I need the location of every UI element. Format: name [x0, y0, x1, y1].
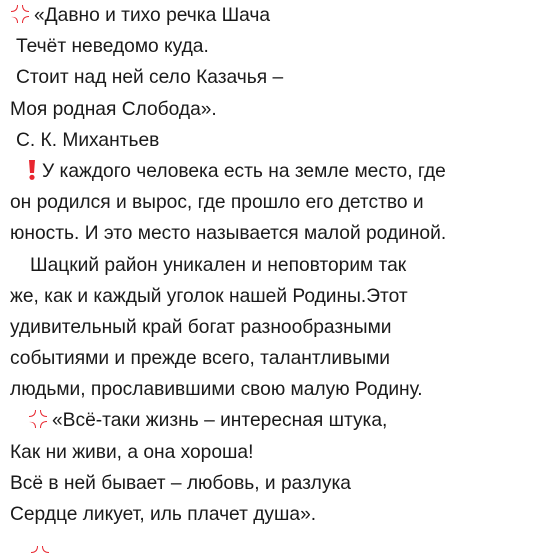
post-line: Шацкий район уникален и неповторим так	[30, 254, 407, 276]
post-line: удивительный край богат разнообразными	[10, 316, 392, 338]
post-line	[10, 0, 546, 31]
post-line: Всё в ней бывает – любовь, и разлука	[10, 472, 351, 494]
post-line: людьми, прославившими свою малую Родину.	[10, 379, 423, 401]
post-line-text: «Всё-таки жизнь – интересная штука,	[52, 410, 388, 432]
post-text	[10, 0, 546, 530]
post-line: Как ни живи, а она хороша!	[10, 441, 254, 463]
post-line: С. К. Михантьев	[16, 129, 160, 151]
post-line: он родился и вырос, где прошло его детство и	[10, 192, 424, 214]
post-line	[10, 405, 546, 436]
post-line: Течёт неведомо куда.	[16, 36, 209, 58]
exclamation-icon	[26, 159, 38, 190]
post-line	[10, 156, 546, 187]
post-line: Моя родная Слобода».	[10, 98, 217, 120]
post-line-text: «Давно и тихо речка Шача	[34, 5, 271, 26]
anger-symbol-icon	[10, 3, 30, 34]
post-line: событиями и прежде всего, талантливыми	[10, 348, 391, 370]
anger-symbol-icon	[30, 540, 50, 558]
post-line: Стоит над ней село Казачья –	[16, 67, 284, 89]
post-line-text: У каждого человека есть на земле место, где	[42, 160, 446, 182]
post-line: же, как и каждый уголок нашей Родины.Этот	[10, 285, 408, 307]
post-line: Сердце ликует, иль плачет душа».	[10, 504, 317, 525]
anger-symbol-icon	[28, 408, 48, 439]
post-line: юность. И это место называется малой родиной.	[10, 223, 447, 245]
